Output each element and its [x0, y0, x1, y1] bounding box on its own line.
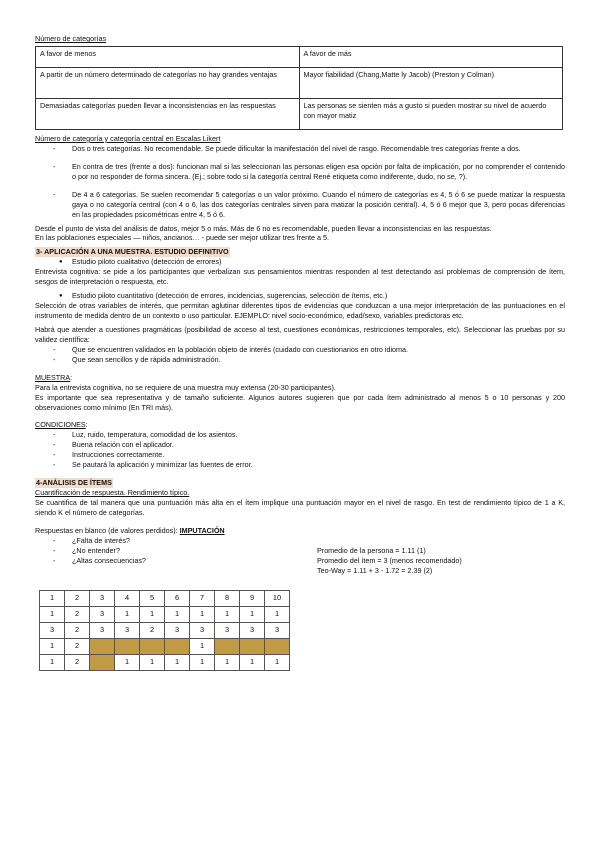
- grid-cell: [265, 638, 290, 654]
- grid-cell: [90, 638, 115, 654]
- central-list: [35, 144, 565, 220]
- list-item: - Buena relación con el aplicador.: [35, 440, 565, 450]
- table-cell: A partir de un número determinado de categorías no hay grandes ventajas: [36, 67, 300, 98]
- grid-cell: 9: [240, 590, 265, 606]
- document-page: Número de categorías A favor de menos A favor de más A partir de un número determinado de categorías no hay grandes ventajas Mayor fiabilidad (Chang,Matte ly Jacob) (Preston y Colman) Demasiadas categorías pueden llevar a inconsistencias en las respuestas Las personas se sienten más a gusto si pueden mostrar su nivel de acuerdo con mayor matiz Número de categoría y categoría central en Escalas Likert - Dos o tres categorías. No recomendable. Se puede dificultar la manifestación del nivel de rasgo. Recomendable tres categorías frente a dos. - En contra de tres (frente a dos): funcionan mal si las seleccionan las personas eligen esa opción por falta de implicación, por no comprender el contenido o por no responder de forma sincera. (Ej.; sobre todo si la categoría central René etiqueta como indiferente, dudo, no se, ?). - De 4 a 6 categorías. Se suelen recomendar 5 categorías o un valor próximo. Cuando el número de categorías es 4, 5 ó 6 se puede matizar la respuesta gaya o no categoría central (con 4 o 6, las dos categorías centrales sirven para matizar la posición central). 4, 5 ó 6 mejor que 3, pero pocas diferencias en las propiedades psicométricas entre 4, 5 ó 6. Desde el punto de vista del análisis de datos, mejor 5 o más. Más de 6 no es recomendable, pueden llevar a inconsistencias en las respuestas. En las poblaciones especiales — niños, ancianos… - puede ser mejor utilizar tres frente a 5. 3- APLICACIÓN A UNA MUESTRA. ESTUDIO DEFINITIVO ● Estudio piloto cualitativo (detección de errores) Entrevista cognitiva: se pide a los participantes que verbalizan sus pensamientos mientras responden al test detectando así problemas de comprensión de ítem, sesgos de interpretación o respuesta, etc. ● Estudio piloto cuantitativo (detección de errores, incidencias, sugerencias, selección de ítems, etc.) Selección de otras variables de interés, que permitan aglutinar diferentes tipos de evidencias que conduzcan a una mejor interpretación de las puntuaciones en el instrumento de medida dentro de un contexto o uso particular. EJEMPLO: nivel socio-económico, edad/sexo, variables predictoras etc. Habrá que atender a cuestiones pragmáticas (posibilidad de acceso al test, cuestiones económicas, restricciones temporales, etc). Seleccionar las pruebas por su validez científica: - Que se encuentren validados en la población objeto de interés (cuidado con cuestionarios en otro idioma. - Que sean sencillos y de rápida administración. MUESTRA: Para la entrevista cognitiva, no se requiere de una muestra muy extensa (20-30 participantes). Es importante que sea representativa y de tamaño suficiente. Algunos autores sugieren que por cada ítem administrado al menos 5 o 10 personas y 200 observaciones como mínimo (En TRI más). CONDICIONES: - Luz, ruido, temperatura, comodidad de los asientos. - Buena relación con el aplicador. - Instrucciones correctamente. - Se pautará la aplicación y minimizar las fuentes de error. 4-ANÁLISIS DE ÍTEMS Cuantificación de respuesta. Rendimiento típico. Se cuantifica de tal manera que una puntuación más alta en el ítem implique una puntuación mayor en el nivel de rasgo. En test de rendimiento típico de 1 a K, siendo K el número de categorías. Respuestas en blanco (de valores perdidos): IMPUTACIÓN - ¿Falta de interés? - ¿No entender? - ¿Altas consecuencias? Promedio de la persona = 1.11 (1) Promedio del ítem = 3 (menos recomendado) Teo-Way = 1.11 + 3 - 1.72 = 2.39 (2) 1 2 3 4 5 6 7 8 9 10 1 2 3 1 1 1 1 1 1 1 3 2 3 3 2 3 3 3 3 3 1 2 1 1 2 1 1 1 1 1 1 1: [35, 34, 565, 671]
- central-para-1: Desde el punto de vista del análisis de datos, mejor 5 o más. Más de 6 no es recomendable, pueden llevar a inconsistencias en las respuestas.: [35, 223, 492, 233]
- table-row: [36, 98, 563, 129]
- grid-cell: 3: [265, 622, 290, 638]
- formula-line: Promedio de la persona = 1.11 (1): [317, 545, 426, 555]
- grid-cell: 3: [40, 622, 65, 638]
- grid-cell: 1: [40, 590, 65, 606]
- muestra-para-2: Es importante que sea representativa y de tamaño suficiente. Algunos autores sugieren que por cada ítem administrado al menos 5 o 10 personas y 200 observaciones como mínimo (En TRI más).: [35, 392, 565, 412]
- section-3-title: 3- APLICACIÓN A UNA MUESTRA. ESTUDIO DEFINITIVO: [36, 247, 229, 257]
- grid-cell: [240, 638, 265, 654]
- list-item: ● Estudio piloto cualitativo (detección de errores): [35, 257, 565, 267]
- grid-cell: 1: [115, 606, 140, 622]
- comparison-table: [35, 46, 563, 130]
- grid-cell: 4: [115, 590, 140, 606]
- grid-row: [40, 606, 290, 622]
- list-item: - Luz, ruido, temperatura, comodidad de los asientos.: [35, 430, 565, 440]
- grid-cell: 1: [115, 654, 140, 670]
- table-cell: Demasiadas categorías pueden llevar a inconsistencias en las respuestas: [36, 98, 300, 129]
- condiciones-title: CONDICIONES: [35, 420, 86, 430]
- formula-line: Teo-Way = 1.11 + 3 - 1.72 = 2.39 (2): [317, 565, 433, 575]
- formula-line: Promedio del ítem = 3 (menos recomendado): [317, 555, 462, 565]
- grid-cell: [115, 638, 140, 654]
- grid-cell: 1: [190, 654, 215, 670]
- grid-cell: 3: [215, 622, 240, 638]
- condiciones-list: [35, 430, 565, 470]
- section-4-title: 4-ANÁLISIS DE ÍTEMS: [36, 478, 112, 488]
- section-3-bullet-1: [35, 257, 565, 267]
- grid-cell: 2: [65, 622, 90, 638]
- table-cell: Las personas se sienten más a gusto si pueden mostrar su nivel de acuerdo con mayor matiz: [299, 98, 563, 129]
- grid-cell: 1: [215, 654, 240, 670]
- grid-cell: 3: [90, 606, 115, 622]
- table-cell: A favor de menos: [36, 46, 300, 67]
- section-3-list: [35, 345, 565, 365]
- grid-cell: 3: [90, 622, 115, 638]
- list-item: - Que sean sencillos y de rápida administración.: [35, 355, 565, 365]
- list-item: - Instrucciones correctamente.: [35, 450, 565, 460]
- section-3-para-2: Selección de otras variables de interés, que permitan aglutinar diferentes tipos de evidencias que conduzcan a una mejor interpretación de las puntuaciones en el instrumento de medida dentro de un contexto o uso particular. EJEMPLO: nivel socio-económico, edad/sexo, variables predictoras etc.: [35, 301, 565, 320]
- grid-cell: 1: [240, 606, 265, 622]
- list-item: - Se pautará la aplicación y minimizar las fuentes de error.: [35, 460, 565, 470]
- grid-cell: 1: [140, 654, 165, 670]
- imputation-label: IMPUTACIÓN: [179, 525, 225, 535]
- blank-label: Respuestas en blanco (de valores perdidos):: [35, 525, 180, 535]
- list-item: ● Estudio piloto cuantitativo (detección de errores, incidencias, sugerencias, selección de ítems, etc.): [35, 291, 565, 301]
- section-3-para-3: Habrá que atender a cuestiones pragmáticas (posibilidad de acceso al test, cuestiones económicas, restricciones temporales, etc). Seleccionar las pruebas por su validez científica:: [35, 324, 565, 344]
- grid-cell: 2: [65, 606, 90, 622]
- grid-cell: 1: [40, 654, 65, 670]
- grid-cell: 2: [65, 638, 90, 654]
- grid-cell: 1: [265, 606, 290, 622]
- grid-cell: 1: [215, 606, 240, 622]
- muestra-para-1: Para la entrevista cognitiva, no se requiere de una muestra muy extensa (20-30 participantes).: [35, 382, 336, 392]
- central-para-2: En las poblaciones especiales — niños, ancianos… - puede ser mejor utilizar tres frente a 5.: [35, 233, 330, 243]
- grid-cell: [215, 638, 240, 654]
- grid-cell: 6: [165, 590, 190, 606]
- grid-row: [40, 638, 290, 654]
- table-header-row: [36, 46, 563, 67]
- blank-responses-line: [35, 526, 565, 536]
- section-3-bullet-2: [35, 291, 565, 301]
- section-4-para: Se cuantifica de tal manera que una puntuación más alta en el ítem implique una puntuación mayor en el nivel de rasgo. En test de rendimiento típico de 1 a K, siendo K el número de categorías.: [35, 498, 565, 517]
- list-item: - En contra de tres (frente a dos): funcionan mal si las seleccionan las personas eligen esa opción por falta de implicación, por no comprender el contenido o por no responder de forma sincera. (Ej.; sobre todo si la categoría central René etiqueta como indiferente, dudo, no se, ?).: [35, 162, 565, 182]
- grid-cell: 1: [190, 638, 215, 654]
- imputation-grid: [39, 590, 290, 671]
- list-item: - Que se encuentren validados en la población objeto de interés (cuidado con cuestionarios en otro idioma.: [35, 345, 565, 355]
- table-row: [36, 67, 563, 98]
- formulas: [317, 536, 462, 576]
- grid-cell: 1: [165, 606, 190, 622]
- grid-cell: 1: [165, 654, 190, 670]
- grid-cell: 3: [190, 622, 215, 638]
- grid-cell: [165, 638, 190, 654]
- grid-row: [40, 654, 290, 670]
- grid-cell: 8: [215, 590, 240, 606]
- blank-reasons-list: [35, 536, 317, 566]
- grid-cell: 1: [265, 654, 290, 670]
- central-title: Número de categoría y categoría central en Escalas Likert: [35, 133, 221, 143]
- muestra-title: MUESTRA: [35, 372, 71, 382]
- grid-row: [40, 622, 290, 638]
- list-item: - De 4 a 6 categorías. Se suelen recomendar 5 categorías o un valor próximo. Cuando el número de categorías es 4, 5 ó 6 se puede matizar la respuesta gaya o no categoría central (con 4 o 6, las dos categorías centrales sirven para matizar la posición central). 4, 5 ó 6 mejor que 3, pero pocas diferencias en las propiedades psicométricas entre 4, 5 ó 6.: [35, 190, 565, 220]
- grid-cell: 10: [265, 590, 290, 606]
- grid-cell: 2: [65, 590, 90, 606]
- grid-cell: 3: [240, 622, 265, 638]
- grid-cell: 3: [165, 622, 190, 638]
- grid-cell: 7: [190, 590, 215, 606]
- grid-cell: 1: [190, 606, 215, 622]
- grid-row: [40, 590, 290, 606]
- heading-num-categorias: Número de categorías: [35, 34, 107, 43]
- section-3-para-1: Entrevista cognitiva: se pide a los participantes que verbalizan sus pensamientos mientras responden al test detectando así problemas de comprensión de ítem, sesgos de interpretación o respuesta, etc.: [35, 267, 565, 287]
- table-cell: A favor de más: [299, 46, 563, 67]
- grid-cell: 1: [40, 638, 65, 654]
- grid-cell: 1: [140, 606, 165, 622]
- grid-cell: [90, 654, 115, 670]
- list-item: - Dos o tres categorías. No recomendable. Se puede dificultar la manifestación del nivel de rasgo. Recomendable tres categorías frente a dos.: [35, 144, 565, 154]
- list-item: - ¿Altas consecuencias?: [35, 556, 317, 566]
- grid-cell: 3: [115, 622, 140, 638]
- grid-cell: 2: [140, 622, 165, 638]
- grid-cell: 1: [240, 654, 265, 670]
- grid-cell: 5: [140, 590, 165, 606]
- list-item: - ¿Falta de interés?: [35, 536, 317, 546]
- table-cell: Mayor fiabilidad (Chang,Matte ly Jacob) (Preston y Colman): [299, 67, 563, 98]
- grid-cell: 3: [90, 590, 115, 606]
- section-4-subtitle: Cuantificación de respuesta. Rendimiento típico.: [35, 488, 190, 498]
- imputation-block: [35, 536, 565, 576]
- list-item: - ¿No entender?: [35, 546, 317, 556]
- grid-cell: [140, 638, 165, 654]
- grid-cell: 2: [65, 654, 90, 670]
- grid-cell: 1: [40, 606, 65, 622]
